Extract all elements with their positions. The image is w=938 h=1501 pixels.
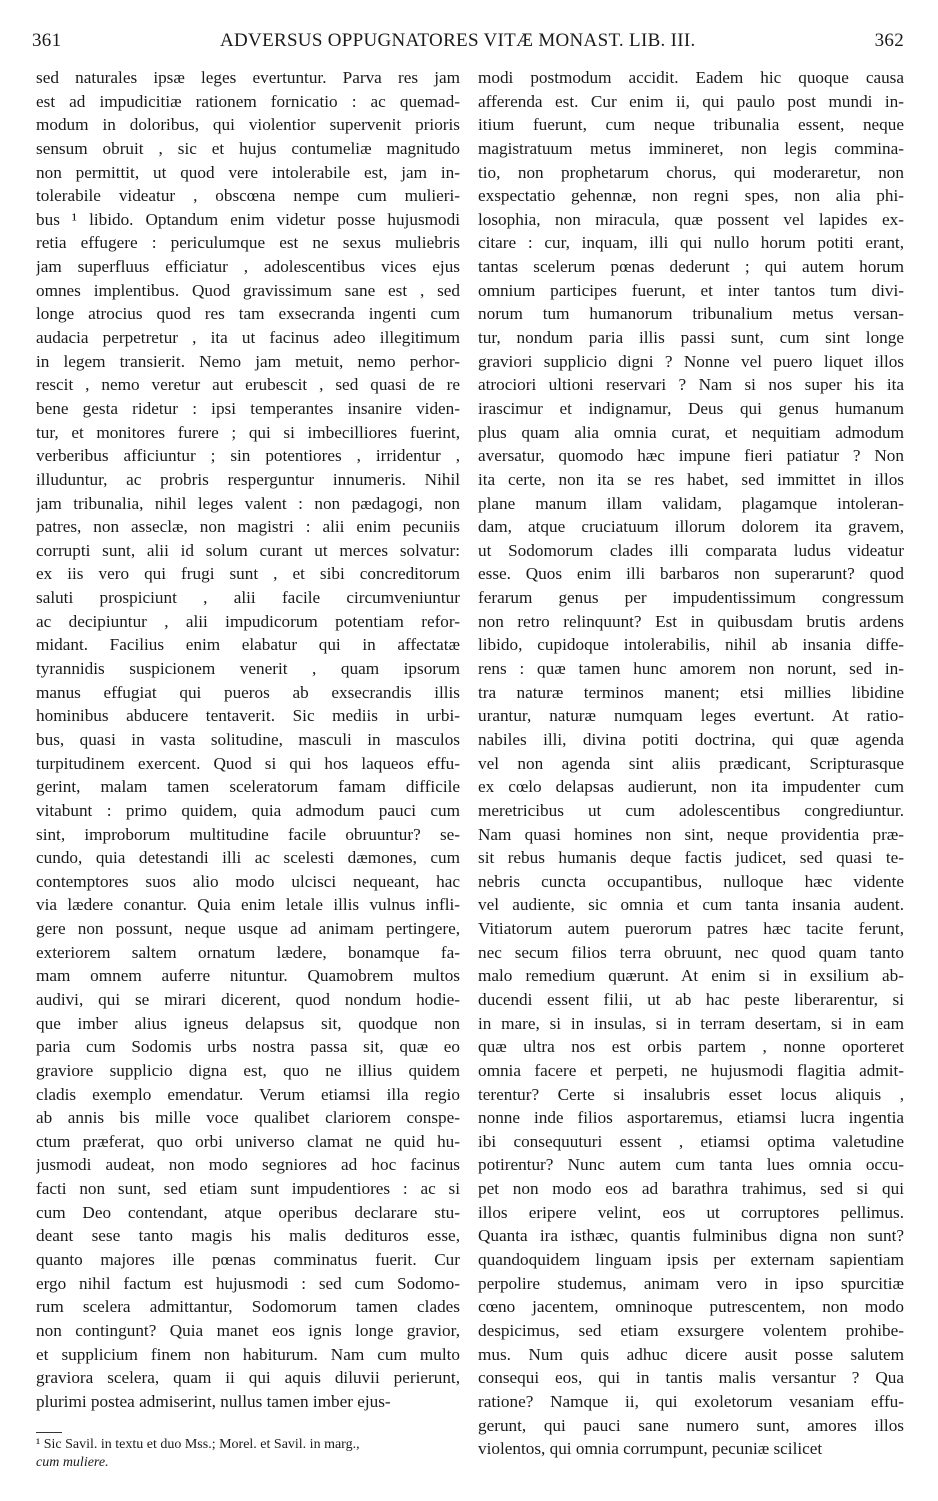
text-line: patres, non asseclæ, non magistri : alii enim pecuniis bbox=[36, 517, 460, 537]
text-line: nec secum filios terra obruunt, nec quod quam tanto bbox=[478, 942, 904, 962]
text-line: potirentur? Nunc autem cum tanta lues omnia occu- bbox=[478, 1155, 904, 1175]
footnote-rule bbox=[36, 1432, 62, 1433]
text-line: graviori supplicio digni ? Nonne vel puero liquet illos bbox=[478, 351, 904, 371]
text-line: plane manum illam validam, plagamque intoleran- bbox=[478, 493, 904, 513]
text-line: atrociori ultioni reservari ? Nam si nos super his ita bbox=[478, 375, 904, 395]
text-line: esse. Quos enim illi barbaros non superarunt? quod bbox=[478, 564, 904, 584]
footnote bbox=[36, 1436, 460, 1472]
text-line: cladis exemplo emendatur. Verum etiamsi illa regio bbox=[36, 1084, 460, 1104]
text-line: mus. Num quis adhuc dicere ausit posse salutem bbox=[478, 1344, 904, 1364]
text-line: cum Deo contendant, atque operibus declarare stu- bbox=[36, 1202, 460, 1222]
text-line: hominibus abducere tentaverit. Sic mediis in urbi- bbox=[36, 706, 460, 726]
text-line: non contingunt? Quia manet eos ignis longe gravior, bbox=[36, 1320, 460, 1340]
text-line: jusmodi audeat, non modo segniores ad hoc facinus bbox=[36, 1155, 460, 1175]
text-line: pet non modo eos ad barathra trahimus, sed si qui bbox=[478, 1179, 904, 1199]
text-line: nabiles illi, divina potiti doctrina, qui quæ agenda bbox=[478, 729, 904, 749]
text-line: quanto majores ille pœnas comminatus fuerit. Cur bbox=[36, 1250, 460, 1270]
text-line: non retro relinquunt? Est in quibusdam brutis ardens bbox=[478, 611, 904, 631]
text-line: verberibus afficiuntur ; sin potentiores , irridentur , bbox=[36, 446, 460, 466]
running-header bbox=[32, 30, 904, 60]
text-line: ferarum genus per impudentissimum congressum bbox=[478, 588, 904, 608]
text-line: rum scelera admittantur, Sodomorum tamen clades bbox=[36, 1297, 460, 1317]
text-line: midant. Facilius enim elabatur qui in affectatæ bbox=[36, 635, 460, 655]
text-line: illos eripere velint, eos ut corruptores pellimus. bbox=[478, 1202, 904, 1222]
text-line: tur, et monitores furere ; qui si imbecilliores fuerint, bbox=[36, 422, 460, 442]
text-line: bus ¹ libido. Optandum enim videtur posse hujusmodi bbox=[36, 209, 460, 229]
text-line: bene gesta ridetur : ipsi temperantes insanire viden- bbox=[36, 398, 460, 418]
text-line: plurimi postea admiserint, nullus tamen imber ejus- bbox=[36, 1391, 391, 1411]
text-line: jam superfluus efficiatur , adolescentibus vices ejus bbox=[36, 257, 460, 277]
page-number-left: 361 bbox=[32, 30, 62, 51]
text-line: jam tribunalia, nihil leges valent : non pædagogi, non bbox=[36, 493, 460, 513]
text-line: gerint, malam tamen sceleratorum famam difficile bbox=[36, 777, 460, 797]
text-line: Nam quasi homines non sint, neque providentia præ- bbox=[478, 824, 904, 844]
text-line: ergo nihil factum est hujusmodi : sed cum Sodomo- bbox=[36, 1273, 460, 1293]
text-line: vel audiente, sic omnia et cum tanta insania audent. bbox=[478, 895, 904, 915]
text-line: tolerabile videatur , obscœna nempe cum mulieri- bbox=[36, 186, 460, 206]
text-line: cundo, quia detestandi illi ac scelesti dæmones, cum bbox=[36, 848, 460, 868]
text-line: manus effugiat qui pueros ab exsecrandis illis bbox=[36, 682, 460, 702]
text-line: retia effugere : periculumque est ne sexus muliebris bbox=[36, 233, 460, 253]
text-line: libido, cupidoque intolerabilis, nihil ab insania diffe- bbox=[478, 635, 904, 655]
text-line: graviore supplicio digna est, quo ne illius quidem bbox=[36, 1060, 460, 1080]
text-line: audivi, qui se mirari dicerent, quod nondum hodie- bbox=[36, 989, 460, 1009]
text-line: perpolire studemus, animam vero in ipso spurcitiæ bbox=[478, 1273, 904, 1293]
text-line: dam, atque cruciatuum illorum dolorem ita gravem, bbox=[478, 517, 904, 537]
text-column-left bbox=[36, 66, 460, 1414]
text-line: ex iis vero qui frugi sunt , et sibi concreditorum bbox=[36, 564, 460, 584]
text-line: facti non sunt, sed etiam sunt impudentiores : ac si bbox=[36, 1179, 460, 1199]
text-line: est ad impudicitiæ rationem fornicatio : ac quemad- bbox=[36, 91, 460, 111]
text-line: nebris cuncta occupantibus, nulloque hæc vidente bbox=[478, 871, 904, 891]
text-line: modi postmodum accidit. Eadem hic quoque causa bbox=[478, 68, 904, 87]
text-line: que imber alius igneus delapsus sit, quodque non bbox=[36, 1013, 460, 1033]
text-line: via lædere conantur. Quia enim letale illis vulnus infli- bbox=[36, 895, 460, 915]
text-line: consequi eos, qui in tantis malis versantur ? Qua bbox=[478, 1368, 904, 1388]
text-line: ratione? Namque ii, qui exoletorum vesaniam effu- bbox=[478, 1391, 904, 1411]
text-line: Vitiatorum autem puerorum patres hæc tacite ferunt, bbox=[478, 919, 904, 939]
text-line: et supplicium finem non habiturum. Nam cum multo bbox=[36, 1344, 460, 1364]
text-line: itium fuerunt, cum neque tribunalia essent, neque bbox=[478, 115, 904, 135]
text-line: terentur? Certe si insalubris esset locus aliquis , bbox=[478, 1084, 904, 1104]
running-title: ADVERSUS OPPUGNATORES VITÆ MONAST. LIB. III. bbox=[220, 30, 696, 51]
footnote-line: ¹ Sic Savil. in textu et duo Mss.; Morel. et Savil. in marg., bbox=[36, 1437, 360, 1452]
text-line: gerunt, qui pauci sane numero sunt, amores illos bbox=[478, 1415, 904, 1435]
text-line: ac decipiuntur , alii impudicorum potentiam refor- bbox=[36, 611, 460, 631]
page-number-right: 362 bbox=[874, 30, 904, 51]
text-line: cœno jacentem, omninoque putrescentem, non modo bbox=[478, 1297, 904, 1317]
text-line: losophia, non miracula, quæ possent vel lapides ex- bbox=[478, 209, 904, 229]
text-line: mam omnem auferre nituntur. Quamobrem multos bbox=[36, 966, 460, 986]
text-line: omnium participes fuerunt, et inter tantos tum divi- bbox=[478, 280, 904, 300]
text-line: saluti prospiciunt , alii facile circumveniuntur bbox=[36, 588, 460, 608]
text-line: non permittit, ut quod vere intolerabile est, jam in- bbox=[36, 162, 460, 182]
text-line: bus, quasi in vasta solitudine, masculi in masculos bbox=[36, 729, 460, 749]
text-line: norum tum humanorum tribunalium metus versan- bbox=[478, 304, 904, 324]
text-line: malo remedium quærunt. At enim si in exsilium ab- bbox=[478, 966, 904, 986]
text-line: citare : cur, inquam, illi qui nullo horum potiti erant, bbox=[478, 233, 904, 253]
text-line: magistratuum metus immineret, non legis commina- bbox=[478, 138, 904, 158]
text-line: in legem transierit. Nemo jam metuit, nemo perhor- bbox=[36, 351, 460, 371]
text-line: exspectatio gehennæ, non regni spes, non alia phi- bbox=[478, 186, 904, 206]
text-line: vitabunt : primo quidem, quia admodum pauci cum bbox=[36, 800, 460, 820]
text-line: tur, nondum paria illis passi sunt, cum sint longe bbox=[478, 328, 904, 348]
text-line: ctum præferat, quo orbi universo clamat ne quid hu- bbox=[36, 1131, 460, 1151]
text-line: tantas scelerum pœnas dederunt ; qui autem horum bbox=[478, 257, 904, 277]
text-line: modum in doloribus, qui violentior supervenit prioris bbox=[36, 115, 460, 135]
text-line: ex cœlo delapsas audierunt, non ita impudenter cum bbox=[478, 777, 904, 797]
text-line: longe atrocius quod res tam exsecranda ingenti cum bbox=[36, 304, 460, 324]
text-line: violentos, qui omnia corrumpunt, pecuniæ scilicet bbox=[478, 1439, 823, 1459]
text-line: exteriorem saltem ornatum lædere, bonamque fa- bbox=[36, 942, 460, 962]
text-line: ut Sodomorum clades illi comparata ludus videatur bbox=[478, 540, 904, 560]
text-line: graviora scelera, quam ii qui aquis diluvii perierunt, bbox=[36, 1368, 460, 1388]
text-line: sensum obruit , sic et hujus contumeliæ magnitudo bbox=[36, 138, 460, 158]
text-line: gere non possunt, neque usque ad animam pertingere, bbox=[36, 919, 460, 939]
footnote-line: cum muliere. bbox=[36, 1455, 109, 1470]
text-line: deant sese tanto magis his malis dedituros esse, bbox=[36, 1226, 460, 1246]
text-line: sint, improborum multitudine facile obruuntur? se- bbox=[36, 824, 460, 844]
text-line: despicimus, sed etiam exsurgere volentem prohibe- bbox=[478, 1320, 904, 1340]
text-line: rescit , nemo veretur aut erubescit , sed quasi de re bbox=[36, 375, 460, 395]
text-line: irascimur et indignamur, Deus qui genus humanum bbox=[478, 398, 904, 418]
text-line: afferenda est. Cur enim ii, qui paulo post mundi in- bbox=[478, 91, 904, 111]
text-line: plus quam alia omnia curat, et nequitiam admodum bbox=[478, 422, 904, 442]
text-line: sed naturales ipsæ leges evertuntur. Parva res jam bbox=[36, 68, 460, 87]
text-line: illuduntur, ac probris resperguntur innumeris. Nihil bbox=[36, 469, 460, 489]
text-line: tra naturæ terminos manent; etsi millies libidine bbox=[478, 682, 904, 702]
text-line: meretricibus ut cum adolescentibus congrediuntur. bbox=[478, 800, 904, 820]
text-line: nonne inde filios asportaremus, etiamsi lucra ingentia bbox=[478, 1108, 904, 1128]
text-line: quæ ultra nos est orbis partem , nonne oporteret bbox=[478, 1037, 904, 1057]
text-line: quandoquidem linguam ipsis per externam sapientiam bbox=[478, 1250, 904, 1270]
text-line: Quanta ira isthæc, quantis fulminibus digna non sunt? bbox=[478, 1226, 904, 1246]
text-line: audacia perpetretur , ita ut facinus adeo illegitimum bbox=[36, 328, 460, 348]
text-line: ab annis bis mille voce qualibet clariorem conspe- bbox=[36, 1108, 460, 1128]
text-line: turpitudinem exercent. Quod si qui hos laqueos effu- bbox=[36, 753, 460, 773]
text-line: corrupti sunt, alii id solum curant ut merces solvatur: bbox=[36, 540, 460, 560]
text-column-right bbox=[478, 66, 904, 1461]
text-line: ita certe, non ita se res habet, sed immittet in illos bbox=[478, 469, 904, 489]
text-line: paria cum Sodomis urbs nostra passa sit, quæ eo bbox=[36, 1037, 460, 1057]
text-line: contemptores suos alio modo ulcisci nequeant, hac bbox=[36, 871, 460, 891]
text-line: tio, non prophetarum chorus, qui moderaretur, non bbox=[478, 162, 904, 182]
text-line: rens : quæ tamen hunc amorem non norunt, sed in- bbox=[478, 659, 904, 679]
text-line: ducendi essent filii, ut ab hac peste liberarentur, si bbox=[478, 989, 904, 1009]
text-line: urantur, naturæ numquam leges evertunt. At ratio- bbox=[478, 706, 904, 726]
text-line: ibi consequuturi essent , etiamsi optima valetudine bbox=[478, 1131, 904, 1151]
text-line: omnes implentibus. Quod gravissimum sane est , sed bbox=[36, 280, 460, 300]
text-line: in mare, si in insulas, si in terram desertam, si in eam bbox=[478, 1013, 904, 1033]
text-line: omnia facere et perpeti, ne hujusmodi flagitia admit- bbox=[478, 1060, 904, 1080]
text-line: sit rebus humanis deque factis judicet, sed quasi te- bbox=[478, 848, 904, 868]
text-line: vel non agenda sint aliis prædicant, Scripturasque bbox=[478, 753, 904, 773]
text-line: tyrannidis suspicionem venerit , quam ipsorum bbox=[36, 659, 460, 679]
text-line: aversatur, quomodo hæc impune fieri patiatur ? Non bbox=[478, 446, 904, 466]
